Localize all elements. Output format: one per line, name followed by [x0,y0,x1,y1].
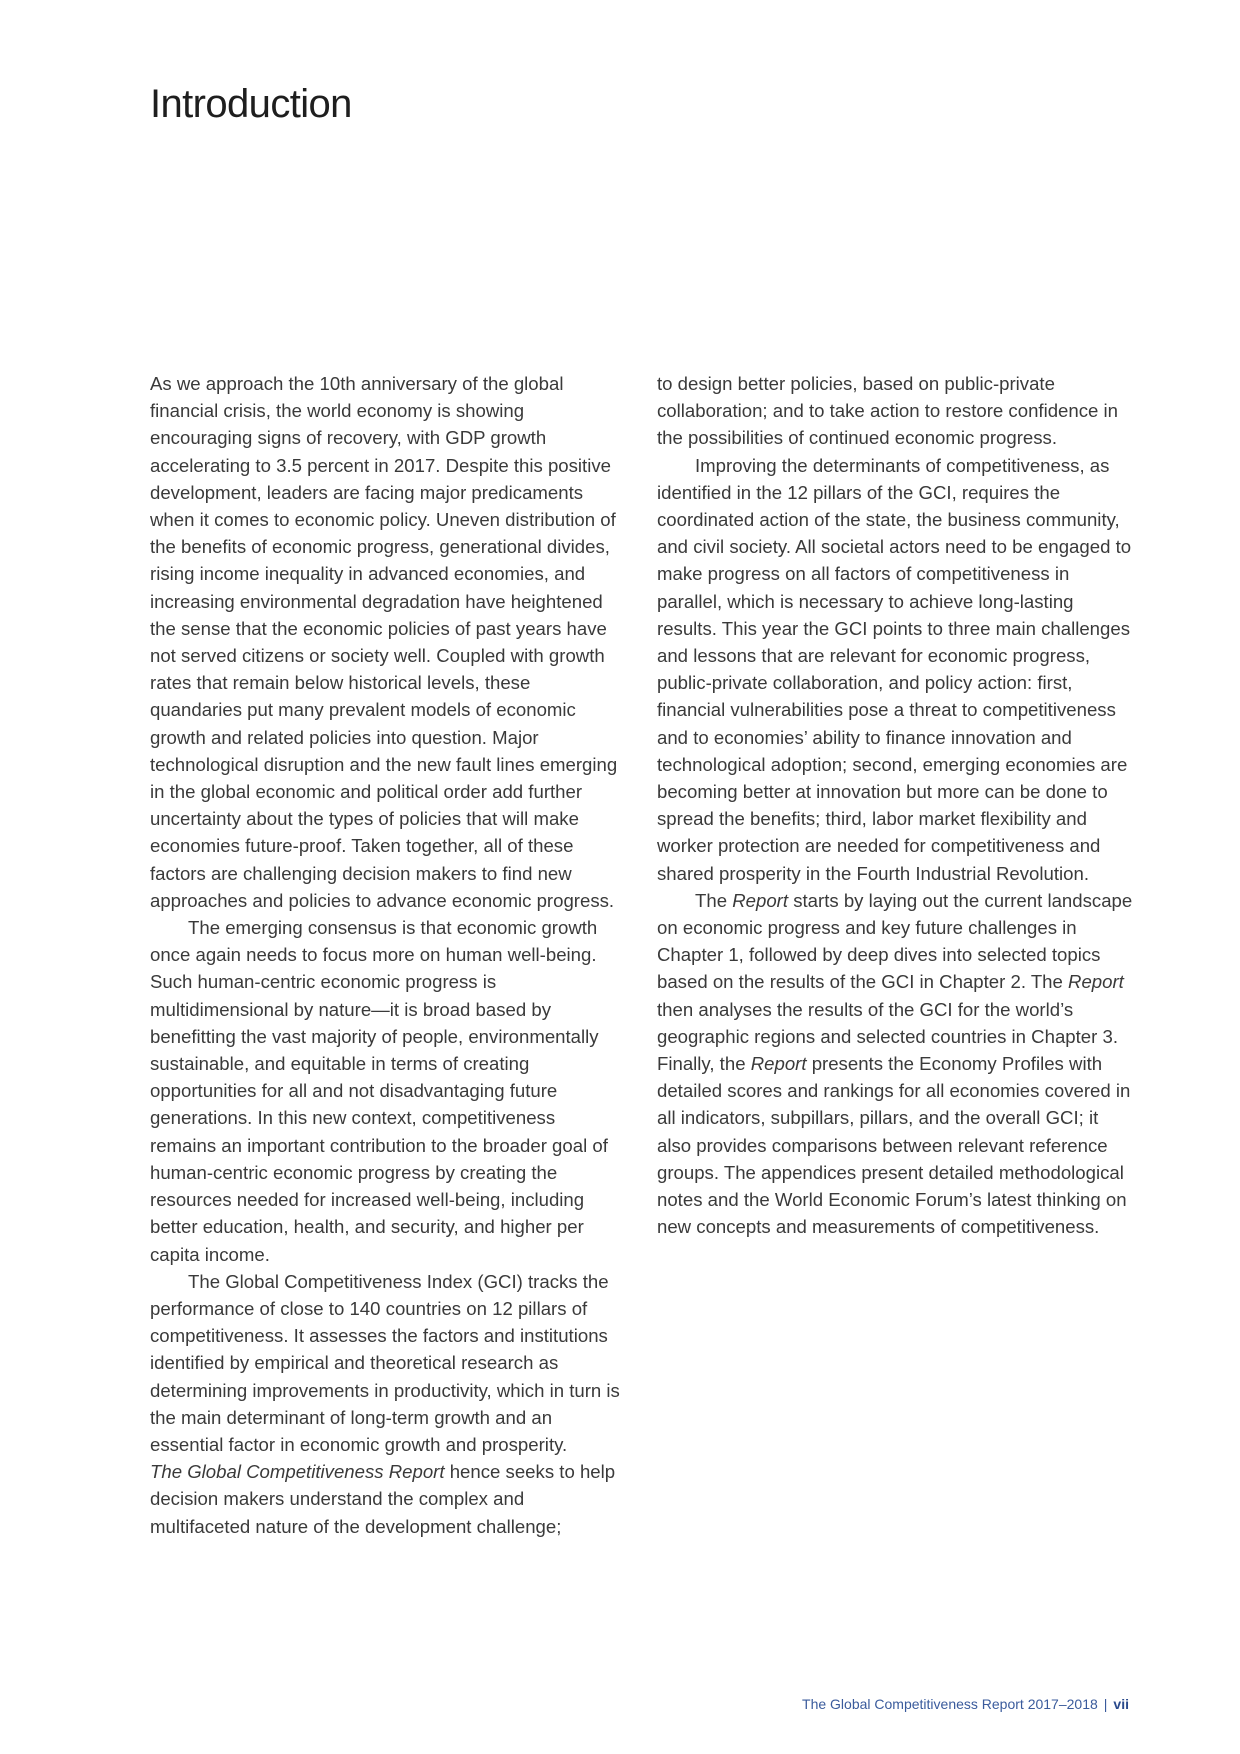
report-title-italic: The Global Competitiveness Report [150,1461,445,1483]
report-italic-2: Report [1068,971,1124,993]
paragraph-gci [150,1268,625,1540]
page-footer [802,1696,1129,1712]
text-column-right [657,370,1135,1241]
report-structure-text-4: presents the Economy Profiles with detailed scores and rankings for all economies covered in all indicators, subpillars, pillars, and the overall GCI; it also provides comparisons between relevant reference groups. The appendices present detailed methodological notes and the World Economic Forum’s latest thinking on new concepts and measurements of competitiveness. [657,1053,1131,1238]
report-italic-1: Report [732,889,789,911]
paragraph-gci-text: The Global Competitiveness Index (GCI) tracks the performance of close to 140 countries on 12 pillars of competitiveness. It assesses the factors and institutions identified by empirical and theoretical research as determining improvements in productivity, which in turn is the main determinant of long-term growth and an essential factor in economic growth and prosperity. [150,1270,620,1455]
paragraph-policies: to design better policies, based on public-private collaboration; and to take action to restore confidence in the possibilities of continued economic progress. [657,373,1119,449]
report-structure-text-1: The [695,889,728,911]
paragraph-gci-text-cont: hence seeks to help decision makers understand the complex and multifaceted nature of the development challenge; [150,1461,616,1537]
text-column-left [150,370,625,1540]
report-structure-text-2: starts by laying out the current landscape on economic progress and key future challenges in Chapter 1, followed by deep dives into selected topics based on the results of the GCI in Chapter 2. The [657,889,1133,993]
footer-separator: | [1103,1696,1108,1712]
report-italic-3: Report [750,1053,807,1075]
footer-publication-title: The Global Competitiveness Report 2017–2018 [802,1696,1098,1712]
paragraph-determinants: Improving the determinants of competitiveness, as identified in the 12 pillars of the GCI, requires the coordinated action of the state, the business community, and civil society. All societal actors need to be engaged to make progress on all factors of competitiveness in parallel, which is necessary to achieve long-lasting results. This year the GCI points to three main challenges and lessons that are relevant for economic progress, public-private collaboration, and policy action: first, financial vulnerabilities pose a threat to competitiveness and to economies’ ability to finance innovation and technological adoption; second, emerging economies are becoming better at innovation but more can be done to spread the benefits; third, labor market flexibility and worker protection are needed for competitiveness and shared prosperity in the Fourth Industrial Revolution. [657,454,1132,884]
page-title: Introduction [150,82,352,126]
footer-page-number: vii [1113,1696,1129,1712]
paragraph-intro: As we approach the 10th anniversary of the global financial crisis, the world economy is showing encouraging signs of recovery, with GDP growth accelerating to 3.5 percent in 2017. Despite this positive development, leaders are facing major predicaments when it comes to economic policy. Uneven distribution of the benefits of economic progress, generational divides, rising income inequality in advanced economies, and increasing environmental degradation have heightened the sense that the economic policies of past years have not served citizens or society well. Coupled with growth rates that remain below historical levels, these quandaries put many prevalent models of economic growth and related policies into question. Major technological disruption and the new fault lines emerging in the global economic and political order add further uncertainty about the types of policies that will make economies future-proof. Taken together, all of these factors are challenging decision makers to find new approaches and policies to advance economic progress. [150,373,618,911]
paragraph-report-structure [657,887,1135,1241]
report-structure-text-3: then analyses the results of the GCI for the world’s geographic regions and selected countries in Chapter 3. Finally, the [657,998,1119,1075]
paragraph-consensus: The emerging consensus is that economic growth once again needs to focus more on human well-being. Such human-centric economic progress is multidimensional by nature—it is broad based by benefitting the vast majority of people, environmentally sustainable, and equitable in terms of creating opportunities for all and not disadvantaging future generations. In this new context, competitiveness remains an important contribution to the broader goal of human-centric economic progress by creating the resources needed for increased well-being, including better education, health, and security, and higher per capita income. [150,917,608,1265]
